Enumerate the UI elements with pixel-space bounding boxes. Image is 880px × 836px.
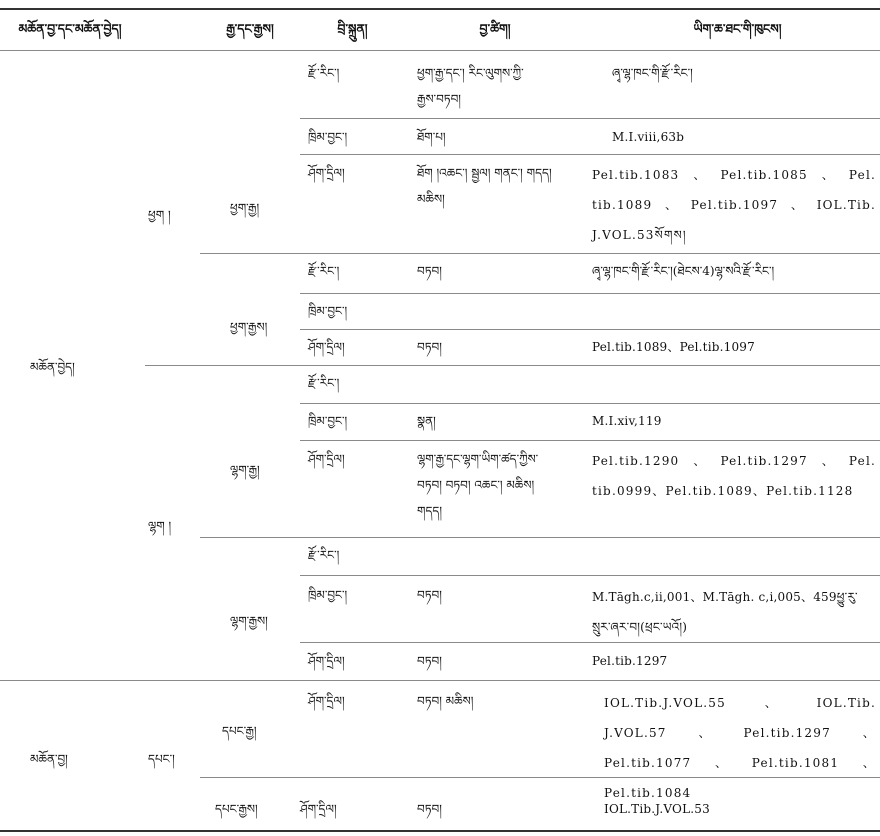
row-material: རྫོ་རིང་། bbox=[308, 548, 340, 562]
row-verb: བཏབ། bbox=[417, 264, 442, 278]
row-material: རྫོ་རིང་། bbox=[308, 264, 340, 278]
subgroup-dpang-rgyas: དཔང་རྒྱས། bbox=[215, 802, 258, 816]
row-rule bbox=[300, 575, 880, 576]
row-rule bbox=[200, 777, 880, 778]
row-source: Pel.tib.1297 bbox=[592, 654, 668, 668]
group-mchon-bya: མཆོན་བྱ། bbox=[30, 752, 68, 766]
group-dpang: དཔང་། bbox=[148, 752, 175, 766]
row-verb: བཏབ། bbox=[417, 340, 442, 354]
section-rule bbox=[0, 680, 880, 681]
group-mchon-byed: མཆོན་བྱེད། bbox=[30, 360, 75, 374]
subgroup-lhag-rgyas: ལྷག་རྒྱས། bbox=[230, 614, 268, 628]
row-source: Pel.tib.1083、Pel.tib.1085、Pel. tib.1089、Pel.tib.1097、IOL.Tib. J.VOL.53སོགས། bbox=[592, 168, 876, 242]
row-rule bbox=[300, 642, 880, 643]
row-source: Pel.tib.1089、Pel.tib.1097 bbox=[592, 340, 755, 354]
row-source: ཞྭ་ལྷ་ཁང་གི་རྫོ་རིང་།(ཐེངས་4)ལྷ་སའི་རྫོ་རིང་། bbox=[592, 264, 775, 278]
row-material: ཤོག་དྲིལ། bbox=[308, 452, 345, 466]
row-material: རྫོ་རིང་། bbox=[308, 66, 340, 80]
header-seal-type: རྒྱ་དང་རྒྱས། bbox=[226, 21, 274, 36]
row-material: རྫོ་རིང་། bbox=[308, 376, 340, 390]
row-material: ཤོག་དྲིལ། bbox=[308, 694, 345, 708]
row-material: ཁྲིམ་བྱང་། bbox=[308, 414, 348, 428]
row-material: ཤོག་དྲིལ། bbox=[300, 802, 337, 816]
group-divider-phyag-lhag bbox=[145, 365, 300, 366]
row-verb: བཏབ། མཆིས། bbox=[417, 694, 474, 708]
row-material: ཤོག་དྲིལ། bbox=[308, 340, 345, 354]
row-verb: ཕྱག་རྒྱ་དང་། རིང་ལུགས་ཀྱི་རྒྱས་བཏབ། bbox=[417, 66, 524, 106]
group-phyag: ཕྱག ། bbox=[148, 208, 171, 222]
header-sign-signified: མཆོན་བྱ་དང་མཆོན་བྱེད། bbox=[18, 21, 122, 36]
row-material: ཁྲིམ་བྱང་། bbox=[308, 304, 348, 318]
row-rule bbox=[300, 440, 880, 441]
row-verb: བཏབ། bbox=[417, 588, 442, 602]
row-material: ཤོག་དྲིལ། bbox=[308, 166, 345, 180]
row-source: M.I.xiv,119 bbox=[592, 414, 662, 428]
row-source: IOL.Tib.J.VOL.53 bbox=[604, 802, 710, 816]
table-top-rule bbox=[0, 8, 880, 10]
group-lhag: ལྷག ། bbox=[148, 519, 172, 533]
subgroup-phyag-rgyas: ཕྱག་རྒྱས། bbox=[230, 320, 268, 334]
row-material: ཤོག་དྲིལ། bbox=[308, 654, 345, 668]
row-material: ཁྲིམ་བྱང་། bbox=[308, 130, 348, 144]
row-rule bbox=[300, 293, 880, 294]
row-verb: ཐོག །འཆང་། སྦྱལ། གནང་། གདད། མཆིས། bbox=[417, 166, 552, 206]
row-source: Pel.tib.1290、Pel.tib.1297、Pel. tib.0999、Pel.tib.1089、Pel.tib.1128 bbox=[592, 454, 876, 498]
row-verb: ཐོག་པ། bbox=[417, 130, 446, 144]
row-verb: བཏབ། bbox=[417, 802, 442, 816]
header-verb: བྱ་ཚིག། bbox=[479, 21, 511, 36]
row-verb: ལྷག་རྒྱ་དང་ལྷག་ཡིག་ཚད་ཀྱིས་བཏབ། བཏབ། འཆང་། མཆིས། གདད། bbox=[417, 452, 539, 518]
row-rule bbox=[300, 118, 880, 119]
subgroup-phyag-rgya: ཕྱག་རྒྱ། bbox=[230, 201, 260, 215]
subgroup-dpang-rgya: དཔང་རྒྱ། bbox=[222, 724, 257, 738]
row-material: ཁྲིམ་བྱང་། bbox=[308, 588, 348, 602]
row-rule bbox=[300, 365, 880, 366]
row-source: M.I.viii,63b bbox=[612, 130, 685, 144]
row-source: IOL.Tib.J.VOL.55、IOL.Tib. J.VOL.57、Pel.tib.1297、Pel.tib.1077、Pel.tib.1081、Pel.tib.1084 bbox=[604, 696, 876, 800]
row-rule bbox=[200, 537, 880, 538]
header-material: བྲི་སྐྲུན། bbox=[337, 21, 368, 36]
row-verb: བཏབ། bbox=[417, 654, 442, 668]
subgroup-lhag-rgya: ལྷག་རྒྱ། bbox=[230, 463, 260, 477]
header-rule bbox=[0, 50, 880, 51]
row-rule bbox=[300, 329, 880, 330]
header-source: ཡིག་ཆ་ཐང་གི་ཁུངས། bbox=[693, 21, 782, 36]
row-verb: སྣན། bbox=[417, 414, 436, 428]
row-rule bbox=[300, 154, 880, 155]
row-source: M.Tāgh.c,ii,001、M.Tāgh. c,i,005、459ཕྱུ་རུ་སྲུར་ཞར་བ།(ཕྲང་ཡའོ།) bbox=[592, 590, 858, 634]
row-rule bbox=[200, 253, 880, 254]
row-source: ཞྭ་ལྷ་ཁང་གི་རྫོ་རིང་། bbox=[612, 66, 693, 80]
row-rule bbox=[300, 403, 880, 404]
table-bottom-rule bbox=[0, 830, 880, 832]
